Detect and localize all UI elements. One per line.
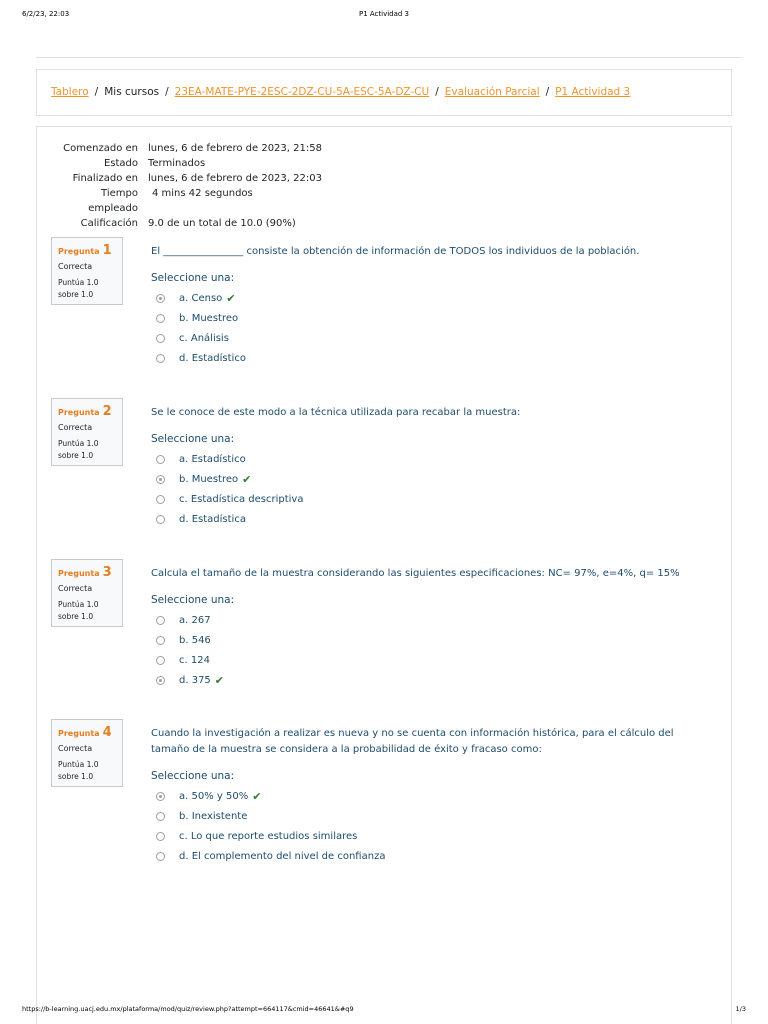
answer-option[interactable]: c. Estadística descriptiva [151, 489, 691, 509]
page-number: 1/3 [735, 1005, 746, 1013]
question-number: Pregunta 2 [58, 404, 112, 419]
print-header [22, 10, 746, 22]
state-label: Estado [103, 158, 138, 169]
radio-icon[interactable] [156, 475, 165, 484]
radio-icon[interactable] [156, 314, 165, 323]
answer-option[interactable]: c. Análisis [151, 328, 691, 348]
time-label-2: empleado [88, 203, 138, 214]
started-value: lunes, 6 de febrero de 2023, 21:58 [148, 143, 322, 154]
print-date: 6/2/23, 22:03 [22, 10, 70, 18]
question-content-4 [151, 726, 691, 866]
radio-icon[interactable] [156, 515, 165, 524]
radio-icon[interactable] [156, 792, 165, 801]
answer-option[interactable]: d. Estadística [151, 509, 691, 529]
radio-icon[interactable] [156, 832, 165, 841]
question-state: Correcta [58, 744, 93, 753]
question-number: Pregunta 1 [58, 243, 112, 258]
breadcrumb [51, 86, 630, 98]
answer-prompt: Seleccione una: [151, 594, 235, 606]
breadcrumb-tablero-link[interactable]: Tablero [51, 86, 89, 98]
question-info-1 [51, 237, 123, 305]
question-grade: Puntúa 1.0 sobre 1.0 [58, 278, 99, 299]
question-state: Correcta [58, 584, 93, 593]
check-icon: ✔ [214, 673, 225, 687]
question-state: Correcta [58, 423, 93, 432]
question-grade: Puntúa 1.0 sobre 1.0 [58, 760, 99, 781]
answer-list [151, 288, 691, 368]
breadcrumb-course-link[interactable]: 23EA-MATE-PYE-2ESC-2DZ-CU-5A-ESC-5A-DZ-CU [174, 86, 430, 98]
breadcrumb-separator: / [165, 86, 169, 98]
radio-icon[interactable] [156, 334, 165, 343]
answer-list [151, 786, 691, 866]
breadcrumb-separator: / [94, 86, 99, 98]
check-icon: ✔ [252, 789, 262, 803]
question-text: Calcula el tamaño de la muestra considerando las siguientes especificaciones: NC= 97%, e=4%, q= 15% [151, 568, 680, 579]
answer-option[interactable]: d. 375 ✔ [151, 670, 691, 690]
question-text: Se le conoce de este modo a la técnica utilizada para recabar la muestra: [151, 407, 521, 418]
radio-icon[interactable] [156, 812, 165, 821]
grade-value: 9.0 de un total de 10.0 (90%) [148, 218, 296, 229]
attempt-summary [50, 141, 448, 231]
answer-prompt: Seleccione una: [151, 770, 235, 782]
answer-option[interactable]: a. Censo ✔ [151, 288, 691, 308]
print-title: P1 Actividad 3 [358, 10, 410, 18]
answer-prompt: Seleccione una: [151, 433, 235, 445]
answer-option[interactable]: d. El complemento del nivel de confianza [151, 846, 691, 866]
started-label: Comenzado en [63, 143, 138, 154]
question-info-3 [51, 559, 123, 627]
answer-option[interactable]: b. 546 [151, 630, 691, 650]
time-label: Tiempo [101, 188, 138, 199]
print-url: https://b-learning.uacj.edu.mx/plataforma/mod/quiz/review.php?attempt=664117&cmid=46641&#q9 [22, 1005, 354, 1013]
question-grade: Puntúa 1.0 sobre 1.0 [58, 439, 99, 460]
question-info-4 [51, 719, 123, 787]
question-content-3 [151, 566, 691, 690]
answer-option[interactable]: a. 50% y 50% ✔ [151, 786, 691, 806]
radio-icon[interactable] [156, 656, 165, 665]
question-state: Correcta [58, 262, 93, 271]
answer-list [151, 610, 691, 690]
divider [36, 57, 743, 58]
question-content-2 [151, 405, 691, 529]
breadcrumb-mis-cursos: Mis cursos [104, 86, 160, 98]
radio-icon[interactable] [156, 616, 165, 625]
breadcrumb-container [36, 69, 732, 116]
breadcrumb-evaluacion-link[interactable]: Evaluación Parcial [444, 86, 540, 98]
question-content-1 [151, 244, 691, 368]
radio-icon[interactable] [156, 495, 165, 504]
grade-label: Calificación [80, 218, 138, 229]
answer-option[interactable]: b. Muestreo [151, 308, 691, 328]
radio-icon[interactable] [156, 294, 165, 303]
radio-icon[interactable] [156, 636, 165, 645]
answer-option[interactable]: d. Estadístico [151, 348, 691, 368]
breadcrumb-actividad-link[interactable]: P1 Actividad 3 [555, 86, 631, 98]
time-value: 4 mins 42 segundos [152, 188, 253, 199]
question-text: El ________________ consiste la obtención de información de TODOS los individuos de la población. [151, 246, 640, 257]
answer-option[interactable]: c. 124 [151, 650, 691, 670]
print-footer [22, 1005, 746, 1017]
answer-prompt: Seleccione una: [151, 272, 235, 284]
answer-option[interactable]: b. Inexistente [151, 806, 691, 826]
answer-option[interactable]: c. Lo que reporte estudios similares [151, 826, 691, 846]
answer-list [151, 449, 691, 529]
finished-value: lunes, 6 de febrero de 2023, 22:03 [148, 173, 322, 184]
check-icon: ✔ [242, 472, 252, 486]
answer-option[interactable]: b. Muestreo ✔ [151, 469, 691, 489]
check-icon: ✔ [226, 291, 236, 305]
question-number: Pregunta 3 [58, 565, 112, 580]
radio-icon[interactable] [156, 676, 165, 685]
radio-icon[interactable] [156, 852, 165, 861]
breadcrumb-separator: / [435, 86, 439, 98]
radio-icon[interactable] [156, 354, 165, 363]
question-text: Cuando la investigación a realizar es nueva y no se cuenta con información histórica, para el cálculo del tamaño de la muestra se considera a la probabilidad de éxito y fracaso como: [151, 728, 674, 755]
question-grade: Puntúa 1.0 sobre 1.0 [58, 600, 99, 621]
question-number: Pregunta 4 [58, 725, 112, 740]
state-value: Terminados [148, 158, 206, 169]
question-info-2 [51, 398, 123, 466]
finished-label: Finalizado en [72, 173, 138, 184]
answer-option[interactable]: a. Estadístico [151, 449, 691, 469]
radio-icon[interactable] [156, 455, 165, 464]
breadcrumb-separator: / [545, 86, 550, 98]
answer-option[interactable]: a. 267 [151, 610, 691, 630]
